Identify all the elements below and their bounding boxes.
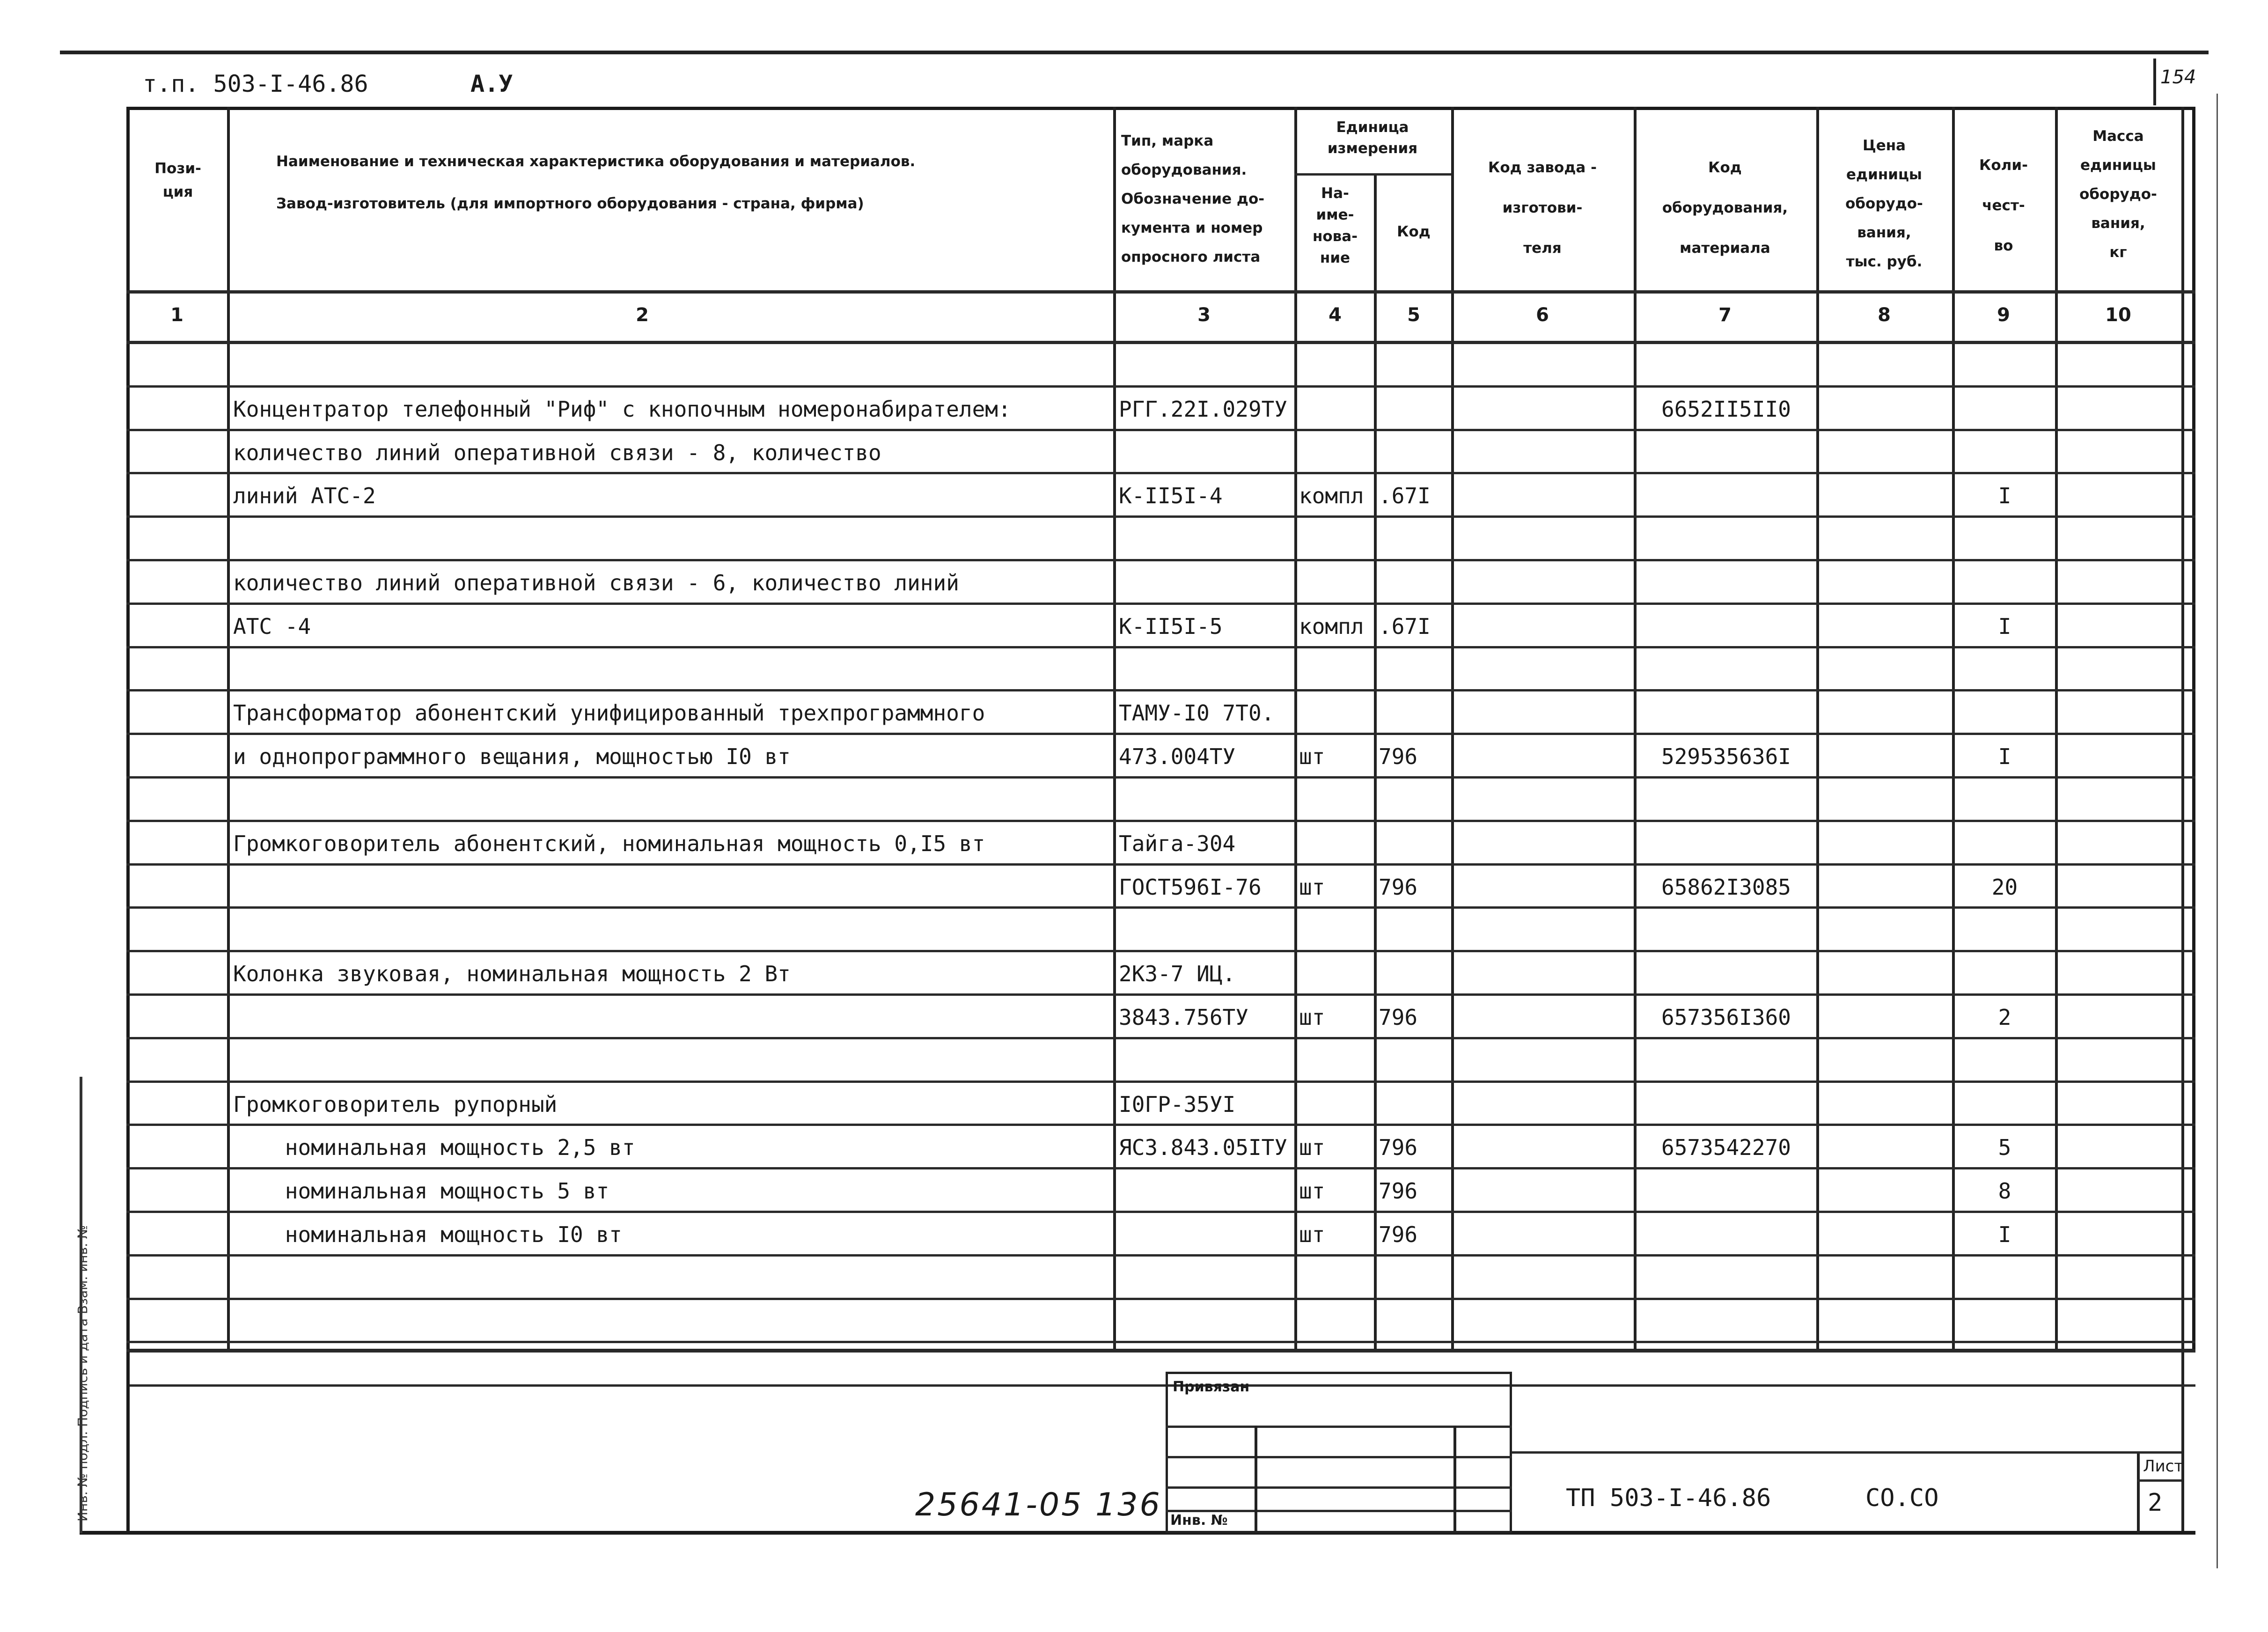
binding-edge: [2217, 94, 2218, 1568]
unit-group-divider: [1294, 173, 1451, 176]
cell-type: 3843.756ТУ: [1119, 1005, 1248, 1030]
col-line: [1952, 107, 1955, 1352]
page-mark: 154: [2160, 66, 2196, 88]
cell-code: 657356I360: [1661, 1005, 1791, 1030]
col-line: [2055, 107, 2058, 1352]
col-4-title: На- име- нова- ние: [1312, 185, 1358, 266]
table-row-line: [126, 1384, 2195, 1387]
cell-unit: шт: [1299, 875, 1325, 900]
col-num-5: 5: [1407, 304, 1420, 326]
cell-ucode: 796: [1379, 1135, 1418, 1160]
cell-qty: 2: [1998, 1005, 2011, 1030]
cell-name: Громкоговоритель абонентский, номинальная мощность 0,I5 вт: [233, 831, 985, 856]
col-6-title: Код завода - изготови- теля: [1488, 159, 1597, 257]
table-row-line: [126, 1124, 2195, 1126]
cell-type: К-II5I-4: [1119, 483, 1223, 508]
table-row-line: [126, 689, 2195, 691]
cell-ucode: 796: [1379, 875, 1418, 900]
sheet-box-line: [2137, 1479, 2181, 1482]
table-row-line: [126, 385, 2195, 388]
col-num-3: 3: [1197, 304, 1211, 326]
table-row-line: [126, 993, 2195, 996]
col-line: [1451, 107, 1454, 1352]
cell-qty: I: [1998, 1222, 2011, 1247]
cell-qty: 20: [1991, 875, 2018, 900]
col-line: [1634, 107, 1637, 1352]
stamp-line: [1166, 1426, 1512, 1428]
side-labels: Инв. № подл. Подпись и дата Взам. инв. №: [75, 1225, 90, 1522]
table-row-line: [126, 776, 2195, 779]
header-bottom-line: [126, 290, 2195, 294]
table-row-line: [126, 950, 2195, 952]
cell-unit: шт: [1299, 1005, 1325, 1030]
frame-bottom: [80, 1531, 2195, 1535]
col-num-6: 6: [1536, 304, 1549, 326]
sheet-number: 2: [2148, 1489, 2163, 1517]
page-mark-divider: [2153, 59, 2156, 105]
table-row-line: [126, 1081, 2195, 1083]
col-10-title: Масса единицы оборудо- вания, кг: [2079, 128, 2157, 261]
table-frame: [126, 107, 2195, 1352]
col-3-title: Тип, марка оборудования. Обозначение до- кумента и номер опросного листа: [1121, 132, 1265, 265]
privyazan-label: Привязан: [1173, 1379, 1250, 1395]
cell-name: и однопрограммного вещания, мощностью I0 вт: [233, 744, 791, 769]
cell-code: 529535636I: [1661, 744, 1791, 769]
handwritten-number: 25641-05 136: [915, 1486, 1162, 1523]
table-row-line: [126, 559, 2195, 561]
top-border: [60, 51, 2209, 54]
sheet-label: Лист: [2143, 1457, 2184, 1476]
col-num-8: 8: [1878, 304, 1891, 326]
col-num-10: 10: [2105, 304, 2131, 326]
table-row-line: [126, 472, 2195, 474]
unit-group-title: Единица измерения: [1327, 119, 1418, 157]
number-row-line: [126, 341, 2195, 344]
table-row-line: [126, 1254, 2195, 1257]
cell-ucode: .67I: [1379, 483, 1431, 508]
cell-ucode: 796: [1379, 744, 1418, 769]
stamp-line: [1166, 1456, 1512, 1458]
cell-code: 65862I3085: [1661, 875, 1791, 900]
cell-unit: шт: [1299, 1135, 1325, 1160]
table-row-line: [126, 603, 2195, 605]
title-block-line: [1512, 1451, 2181, 1454]
cell-type: 473.004ТУ: [1119, 744, 1236, 769]
cell-unit: шт: [1299, 1178, 1325, 1204]
table-row-line: [126, 1298, 2195, 1300]
cell-qty: I: [1998, 614, 2011, 639]
cell-name: Колонка звуковая, номинальная мощность 2 Вт: [233, 961, 791, 986]
col-num-2: 2: [636, 304, 649, 326]
stamp-col: [1255, 1426, 1257, 1533]
cell-unit: компл: [1299, 614, 1364, 639]
cell-name: номинальная мощность I0 вт: [233, 1222, 622, 1247]
col-line: [1816, 107, 1819, 1352]
footer-sheet-code: СО.СО: [1865, 1484, 1939, 1512]
col-num-1: 1: [170, 304, 183, 326]
table-row-line: [126, 515, 2195, 518]
cell-code: 6652II5II0: [1661, 397, 1791, 422]
cell-unit: шт: [1299, 744, 1325, 769]
col-line: [1294, 107, 1297, 1352]
privyazan-stamp: [1166, 1372, 1512, 1533]
table-row-line: [126, 906, 2195, 909]
table-row-line: [126, 820, 2195, 822]
cell-unit: шт: [1299, 1222, 1325, 1247]
col-num-4: 4: [1329, 304, 1342, 326]
cell-name: АТС -4: [233, 614, 311, 639]
col-7-title: Код оборудования, материала: [1662, 159, 1788, 257]
cell-type: I0ГР-35УI: [1119, 1092, 1236, 1117]
table-row-line: [126, 646, 2195, 648]
col-5-title: Код: [1397, 223, 1431, 240]
table-row-line: [126, 733, 2195, 735]
col-2-title: Наименование и техническая характеристика оборудования и материалов. Завод-изготовитель (для импортного оборудования - страна, фирма): [276, 153, 916, 212]
cell-name: Трансформатор абонентский унифицированный трехпрограммного: [233, 700, 985, 726]
cell-qty: 8: [1998, 1178, 2011, 1204]
cell-name: линий АТС-2: [233, 483, 376, 508]
cell-code: 6573542270: [1661, 1135, 1791, 1160]
cell-type: РГГ.22I.029ТУ: [1119, 397, 1288, 422]
cell-type: ТАМУ-I0 7Т0.: [1119, 700, 1275, 726]
cell-qty: I: [1998, 744, 2011, 769]
table-row-line: [126, 1167, 2195, 1169]
table-bottom-line: [126, 1349, 2195, 1353]
cell-qty: I: [1998, 483, 2011, 508]
cell-ucode: 796: [1379, 1178, 1418, 1204]
cell-type: К-II5I-5: [1119, 614, 1223, 639]
col-line: [1374, 173, 1377, 1352]
footer-doc-ref: ТП 503-I-46.86: [1566, 1484, 1771, 1512]
cell-qty: 5: [1998, 1135, 2011, 1160]
stamp-line: [1166, 1486, 1512, 1489]
table-row-line: [126, 1037, 2195, 1039]
cell-ucode: 796: [1379, 1005, 1418, 1030]
cell-type: 2КЗ-7 ИЦ.: [1119, 961, 1236, 986]
cell-name: номинальная мощность 5 вт: [233, 1178, 609, 1204]
col-num-9: 9: [1997, 304, 2010, 326]
table-row-line: [126, 1211, 2195, 1213]
table-row-line: [126, 863, 2195, 866]
cell-name: Концентратор телефонный "Риф" с кнопочным номеронабирателем:: [233, 397, 1011, 422]
col-line: [1113, 107, 1116, 1352]
cell-name: Громкоговоритель рупорный: [233, 1092, 558, 1117]
inv-no-label: Инв. №: [1170, 1512, 1228, 1529]
col-line: [227, 107, 230, 1352]
cell-name: номинальная мощность 2,5 вт: [233, 1135, 635, 1160]
section-label: А.У: [470, 70, 513, 97]
doc-ref-header: т.п. 503-I-46.86: [143, 70, 368, 97]
col-9-title: Коли- чест- во: [1979, 157, 2028, 254]
stamp-col: [1453, 1426, 1456, 1533]
col-1-title: Пози- ция: [154, 160, 201, 200]
cell-name: количество линий оперативной связи - 8, количество: [233, 440, 881, 465]
cell-type: ЯС3.843.05IТУ: [1119, 1135, 1288, 1160]
frame-left-lower: [126, 1352, 130, 1535]
table-row-line: [126, 429, 2195, 431]
cell-ucode: 796: [1379, 1222, 1418, 1247]
table-row-line: [126, 1341, 2195, 1343]
cell-name: количество линий оперативной связи - 6, количество линий: [233, 570, 959, 595]
col-num-7: 7: [1718, 304, 1732, 326]
cell-type: Тайга-304: [1119, 831, 1236, 856]
cell-unit: компл: [1299, 483, 1364, 508]
col-8-title: Цена единицы оборудо- вания, тыс. руб.: [1845, 137, 1923, 270]
cell-type: ГОСТ596I-76: [1119, 875, 1262, 900]
cell-ucode: .67I: [1379, 614, 1431, 639]
